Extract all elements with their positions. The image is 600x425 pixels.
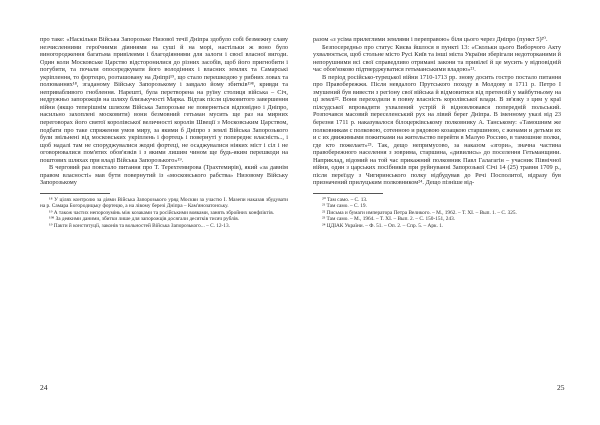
page-number-right: 25	[557, 383, 565, 392]
left-page	[40, 36, 288, 229]
right-page	[313, 36, 561, 229]
footnote-23: ²³ Там само. – М., 1964. – Т. XI. – Вып. 2. – С. 150-151, 243.	[322, 216, 456, 223]
left-footnotes	[40, 197, 288, 229]
left-body-text	[40, 36, 288, 187]
footnote-19: ¹⁹ А також частих непорозумінь між козаками та російськими вояками, занять збройних конфліктів.	[49, 209, 275, 216]
footnote-22: ²² Письма и бумаги императора Петра Великого. – М., 1962. – Т. XI. – Вып. 1. – С. 325.	[322, 209, 517, 216]
right-footnotes	[313, 197, 561, 229]
right-body-text	[313, 36, 561, 187]
footnote-21: ²¹ Там само. – С. 19.	[322, 203, 367, 210]
footnote-divider	[313, 193, 383, 194]
footnote-divider	[40, 193, 110, 194]
footnote-24: ²⁴ ЦДІАК України. – Ф. 51. – Оп. 2. – Спр. 5. – Арк. 1.	[322, 222, 444, 229]
right-paragraph-1: разом «з усіма прилеглими землями і переправою» біля цього через Дніпро (пункт 5)²⁰.	[313, 36, 548, 43]
page-number-left: 24	[40, 383, 48, 392]
right-paragraph-3: В період російсько-турецької війни 1710-1713 рр. знову досить гостро постало питання про Правобережжя. Після невдалого Прутського походу в Молдову в 1711 р. Петро I змушений був вивести з регіону свої війська й відмовитися від претензій у майбутньому на ці землі²². Вони переходили в повну власність королівської влади. В зв'язку з цим у краї пілсудської впровадити ухвалений устрій й відновлювався попередній польський. Розпочався масовий переселенський рух на лівий берег Дніпра. В іменному указі від 23 березня 1711 р. наказувалося білоцерківському полковнику А. Танському: «Тамошним же полковникам с полковою, сотенною и рядовою козацкою старшиною, с женами и детьми их и с их движимыми пожитками на жительство перейти в Малую Россию, в тамошние полки, где кто пожелает»²³. Так, дещо непримусово, за наказом «згори», значна частина правобережного населення з зоврима, старшина, «дивились» до поселення Гетьманщини. Наприклад, відомий на той час прикажний полковник Павл Галагагін – учасник Північної війни, один з царських посібників при руйнуванні Запорозької Січі 14 (25) травня 1709 р., після переїзду з Чигиринського полку відбудував до Речі Посполитої, відразу був призначений прилуцьким полковником²⁴. Дещо пізніше від-	[313, 73, 561, 187]
footnote-18: ¹⁸ У цілях контролю за діями Війська Запорозького уряд Москви за участю І. Мазепи наказав збудувати на р. Самара Богородицьку фортецю, а на лівому березі Дніпра – Кам'янозатонську.	[40, 196, 288, 210]
left-paragraph-2: В черговий раз повстало питання про Т. Терехтемирова (Трахтемирів), який «за давнім правом власності» мав бути повернутий із «московського рабства» Низовому Війську Запорозькому	[40, 164, 288, 187]
footnote-19b: ¹⁹ Пакти й конституції, законів та вольностей Війська Запорозького... – С. 12-13.	[49, 222, 230, 229]
footnote-20: ²⁰ Там само. – С. 13.	[322, 196, 368, 203]
right-paragraph-2: Безпосередньо про статус Києва йшлося в пункті 13: «Скольки цього Виборчого Акту ухвалюється, щоб стольне місто Русі Київ та інші міста України зберігали недоторканими й непорушними всі свої справедливо отримані закони та привілеї й це мусить у відповідній час обов'язково підтверджуватися гетьманськими владою»²¹.	[313, 43, 561, 74]
footnote-198: ¹⁹⁸ За деякими даними, збитки лише для запорожців досягали десятків тисяч рублів.	[49, 216, 240, 223]
left-paragraph-1: про таке: «Наскільки Війська Запорозьке Низової течії Дніпра здобуло собі безмежну славу незчисленними героїчними діяннями на суші й на морі, настільки ж воно було виногородження багатьма привілеями і благодіяннями для залоги і своєї власної вигоди. Один коли Московське Царство відсторонилися до різних засобів, щоб його пригнобити і погубити, та почали опосередкувати його володіннях і власних землях та Самарські укріплення, то фортецю, розташовану на Дніпрі¹⁹, що стало перешкодою у рибних ловах та полюваннях¹⁸, згаданому Війську Запорозькому і завдало йому збитків¹⁹⁸, кривди та непривабливого гноблення. Нарешті, була перетворена на руїну столиця війська – Січ, недружньо запорожців на шляху близькучості Марка. Відтак після цілковитого завершення війни (якщо теперішнім шляхом Війська Запорозьке не повернеться відповідно і Дніпро, насильно захоплені московити) вони безмовний гетьман мусить ще раз на мирних переговорах його святої королівської величності королів Швеції з Московським Царством, подбати про таке спряження умов миру, за якими б Дніпро з землі Війська Запорозького були звільнені від московських укріплень і фортець і повернуті у попереднє власність.., і щоб надалі там не споруджувалися жодні фортеці, не осаджувалися ніяких міст і сіл і не оговорювалися пом'ятих обов'язків і з якими лишим чином ще будь-яким перешкоди на поштових шляхах при владі Війська Запорозького»¹⁹.	[40, 36, 288, 164]
